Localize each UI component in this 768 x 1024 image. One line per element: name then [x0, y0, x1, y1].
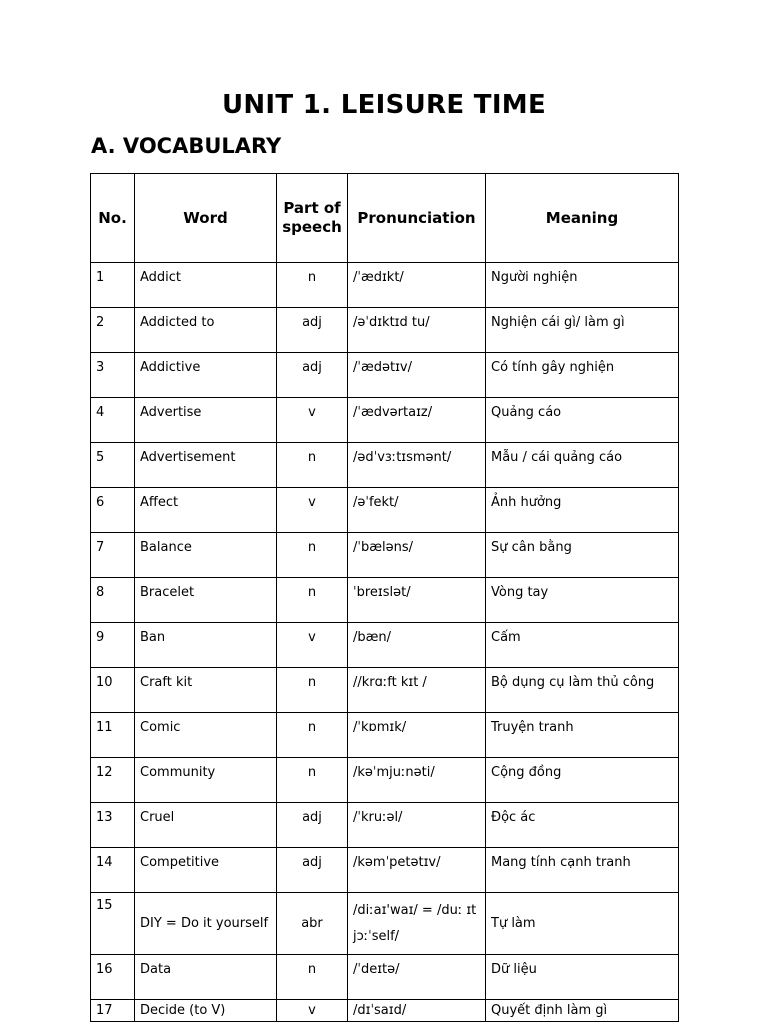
cell-no: 5: [91, 443, 135, 488]
cell-part-of-speech: v: [277, 623, 348, 668]
cell-pronunciation: /ˈædɪkt/: [348, 263, 486, 308]
cell-part-of-speech: v: [277, 1000, 348, 1022]
cell-no: 2: [91, 308, 135, 353]
table-row: [91, 803, 679, 848]
cell-meaning: Quảng cáo: [486, 398, 679, 443]
cell-word: Comic: [135, 713, 277, 758]
table-row: [91, 1000, 679, 1022]
cell-word: Addict: [135, 263, 277, 308]
cell-no: 17: [91, 1000, 135, 1022]
cell-meaning: Tự làm: [486, 893, 679, 955]
cell-meaning: Mẫu / cái quảng cáo: [486, 443, 679, 488]
cell-pronunciation: /kəmˈpetətɪv/: [348, 848, 486, 893]
cell-no: 16: [91, 955, 135, 1000]
cell-part-of-speech: v: [277, 398, 348, 443]
cell-pronunciation: /kəˈmjuːnəti/: [348, 758, 486, 803]
cell-meaning: Quyết định làm gì: [486, 1000, 679, 1022]
cell-no: 11: [91, 713, 135, 758]
cell-no: 8: [91, 578, 135, 623]
cell-part-of-speech: adj: [277, 848, 348, 893]
cell-meaning: Mang tính cạnh tranh: [486, 848, 679, 893]
header-pronunciation: Pronunciation: [348, 174, 486, 263]
cell-pronunciation: /ˈkɒmɪk/: [348, 713, 486, 758]
cell-meaning: Truyện tranh: [486, 713, 679, 758]
header-part-of-speech: Part of speech: [277, 174, 348, 263]
table-row: [91, 353, 679, 398]
cell-part-of-speech: v: [277, 488, 348, 533]
table-row: [91, 893, 679, 955]
cell-pronunciation: /ˈbæləns/: [348, 533, 486, 578]
table-row: [91, 758, 679, 803]
header-meaning: Meaning: [486, 174, 679, 263]
cell-part-of-speech: n: [277, 713, 348, 758]
cell-no: 6: [91, 488, 135, 533]
cell-word: DIY = Do it yourself: [135, 893, 277, 955]
cell-word: Balance: [135, 533, 277, 578]
cell-part-of-speech: n: [277, 578, 348, 623]
cell-meaning: Có tính gây nghiện: [486, 353, 679, 398]
cell-pronunciation: /ˈædvərtaɪz/: [348, 398, 486, 443]
cell-pronunciation: /əˈfekt/: [348, 488, 486, 533]
cell-part-of-speech: adj: [277, 308, 348, 353]
table-row: [91, 668, 679, 713]
cell-meaning: Cộng đồng: [486, 758, 679, 803]
cell-no: 4: [91, 398, 135, 443]
table-row: [91, 398, 679, 443]
cell-no: 12: [91, 758, 135, 803]
cell-word: Competitive: [135, 848, 277, 893]
table-row: [91, 488, 679, 533]
cell-no: 3: [91, 353, 135, 398]
table-row: [91, 848, 679, 893]
header-word: Word: [135, 174, 277, 263]
cell-pronunciation: /əˈdɪktɪd tu/: [348, 308, 486, 353]
cell-part-of-speech: n: [277, 758, 348, 803]
cell-no: 9: [91, 623, 135, 668]
cell-part-of-speech: abr: [277, 893, 348, 955]
cell-part-of-speech: n: [277, 533, 348, 578]
cell-pronunciation: ˈbreɪslət/: [348, 578, 486, 623]
cell-meaning: Ảnh hưởng: [486, 488, 679, 533]
cell-meaning: Cấm: [486, 623, 679, 668]
cell-part-of-speech: adj: [277, 803, 348, 848]
table-row: [91, 263, 679, 308]
cell-part-of-speech: adj: [277, 353, 348, 398]
cell-word: Craft kit: [135, 668, 277, 713]
cell-part-of-speech: n: [277, 955, 348, 1000]
section-heading: A. VOCABULARY: [91, 134, 282, 158]
page-title: UNIT 1. LEISURE TIME: [221, 90, 547, 120]
cell-pronunciation: /diːaɪ'waɪ/ = /duː ɪt jɔːˈself/: [348, 893, 486, 955]
cell-word: Bracelet: [135, 578, 277, 623]
cell-meaning: Nghiện cái gì/ làm gì: [486, 308, 679, 353]
table-body: [91, 263, 679, 1022]
cell-pronunciation: /ˈkruːəl/: [348, 803, 486, 848]
cell-meaning: Người nghiện: [486, 263, 679, 308]
cell-part-of-speech: n: [277, 668, 348, 713]
cell-pronunciation: //krɑːft kɪt /: [348, 668, 486, 713]
cell-pronunciation: /ˈdeɪtə/: [348, 955, 486, 1000]
cell-no: 10: [91, 668, 135, 713]
cell-part-of-speech: n: [277, 443, 348, 488]
cell-no: 13: [91, 803, 135, 848]
table-row: [91, 308, 679, 353]
table-row: [91, 578, 679, 623]
cell-pronunciation: /dɪˈsaɪd/: [348, 1000, 486, 1022]
header-no: No.: [91, 174, 135, 263]
table-row: [91, 955, 679, 1000]
table-row: [91, 533, 679, 578]
cell-word: Community: [135, 758, 277, 803]
cell-meaning: Sự cân bằng: [486, 533, 679, 578]
cell-word: Addictive: [135, 353, 277, 398]
cell-part-of-speech: n: [277, 263, 348, 308]
cell-meaning: Độc ác: [486, 803, 679, 848]
cell-no: 15: [91, 893, 135, 955]
cell-word: Addicted to: [135, 308, 277, 353]
cell-no: 14: [91, 848, 135, 893]
cell-word: Advertisement: [135, 443, 277, 488]
table-row: [91, 443, 679, 488]
cell-no: 1: [91, 263, 135, 308]
vocabulary-table: [90, 173, 679, 1022]
cell-word: Advertise: [135, 398, 277, 443]
cell-no: 7: [91, 533, 135, 578]
cell-pronunciation: /bæn/: [348, 623, 486, 668]
table-row: [91, 623, 679, 668]
cell-word: Data: [135, 955, 277, 1000]
cell-pronunciation: /ədˈvɜːtɪsmənt/: [348, 443, 486, 488]
cell-word: Decide (to V): [135, 1000, 277, 1022]
cell-word: Ban: [135, 623, 277, 668]
cell-word: Cruel: [135, 803, 277, 848]
table-header-row: [91, 174, 679, 263]
cell-pronunciation: /ˈædətɪv/: [348, 353, 486, 398]
table-row: [91, 713, 679, 758]
cell-meaning: Dữ liệu: [486, 955, 679, 1000]
cell-meaning: Bộ dụng cụ làm thủ công: [486, 668, 679, 713]
cell-meaning: Vòng tay: [486, 578, 679, 623]
cell-word: Affect: [135, 488, 277, 533]
